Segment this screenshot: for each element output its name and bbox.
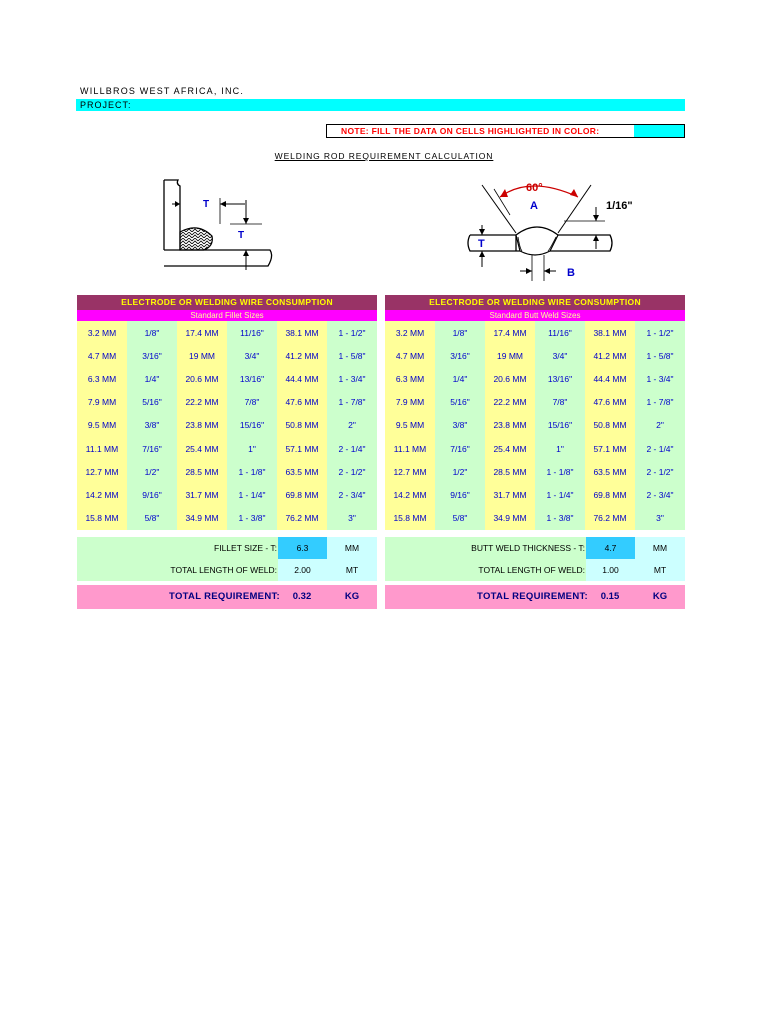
butt-size-row [385, 537, 685, 559]
size-cell: 63.5 MM [277, 460, 327, 483]
fillet-length-label: TOTAL LENGTH OF WELD: [170, 565, 277, 575]
table-row [77, 507, 377, 530]
butt-total-unit: KG [652, 591, 668, 602]
table-row [77, 437, 377, 460]
butt-size-unit: MM [635, 537, 685, 559]
table-row [385, 414, 685, 437]
table-row [77, 344, 377, 367]
fillet-length-row [77, 559, 377, 581]
size-cell: 41.2 MM [277, 344, 327, 367]
butt-label-t: T [478, 238, 485, 250]
size-cell: 1 - 1/8" [227, 460, 277, 483]
size-cell: 19 MM [485, 344, 535, 367]
size-cell: 6.3 MM [77, 367, 127, 390]
size-cell: 25.4 MM [485, 437, 535, 460]
size-cell: 76.2 MM [277, 507, 327, 530]
size-cell: 22.2 MM [177, 391, 227, 414]
butt-label-b: B [567, 267, 575, 279]
butt-total-label: TOTAL REQUIREMENT: [477, 591, 588, 602]
fillet-size-input[interactable]: 6.3 [278, 537, 327, 559]
fillet-size-row [77, 537, 377, 559]
size-cell: 34.9 MM [485, 507, 535, 530]
size-cell: 3.2 MM [385, 321, 435, 344]
butt-size-label: BUTT WELD THICKNESS - T: [471, 543, 585, 553]
table-row [385, 507, 685, 530]
fillet-label-t2: T [238, 230, 245, 241]
size-cell: 15/16" [227, 414, 277, 437]
butt-length-unit: MT [635, 559, 685, 581]
table-row [385, 321, 685, 344]
table-row [385, 460, 685, 483]
size-cell: 9/16" [435, 483, 485, 506]
note-text: NOTE: FILL THE DATA ON CELLS HIGHLIGHTED IN COLOR: [341, 126, 600, 136]
table-row [385, 367, 685, 390]
size-cell: 50.8 MM [585, 414, 635, 437]
size-cell: 3/8" [127, 414, 177, 437]
size-cell: 7/8" [535, 391, 585, 414]
butt-size-input[interactable]: 4.7 [586, 537, 635, 559]
size-cell: 11.1 MM [77, 437, 127, 460]
size-cell: 23.8 MM [485, 414, 535, 437]
size-cell: 1 - 7/8" [327, 391, 377, 414]
butt-weld-diagram [460, 175, 650, 285]
fillet-table-title: ELECTRODE OR WELDING WIRE CONSUMPTION [77, 295, 377, 310]
size-cell: 5/8" [435, 507, 485, 530]
size-cell: 11.1 MM [385, 437, 435, 460]
size-cell: 9.5 MM [385, 414, 435, 437]
size-cell: 5/16" [127, 391, 177, 414]
size-cell: 9/16" [127, 483, 177, 506]
size-cell: 31.7 MM [177, 483, 227, 506]
size-cell: 3" [635, 507, 685, 530]
size-cell: 50.8 MM [277, 414, 327, 437]
butt-length-label: TOTAL LENGTH OF WELD: [478, 565, 585, 575]
size-cell: 2 - 3/4" [327, 483, 377, 506]
size-cell: 20.6 MM [485, 367, 535, 390]
size-cell: 20.6 MM [177, 367, 227, 390]
size-cell: 1 - 1/2" [635, 321, 685, 344]
table-row [385, 483, 685, 506]
size-cell: 1 - 1/4" [535, 483, 585, 506]
size-cell: 31.7 MM [485, 483, 535, 506]
butt-table-title: ELECTRODE OR WELDING WIRE CONSUMPTION [385, 295, 685, 310]
size-cell: 13/16" [227, 367, 277, 390]
fillet-size-unit: MM [327, 537, 377, 559]
size-cell: 1/2" [127, 460, 177, 483]
size-cell: 34.9 MM [177, 507, 227, 530]
size-cell: 5/16" [435, 391, 485, 414]
size-cell: 11/16" [535, 321, 585, 344]
size-cell: 17.4 MM [177, 321, 227, 344]
size-cell: 1/4" [435, 367, 485, 390]
project-input-cell[interactable] [76, 99, 685, 111]
size-cell: 17.4 MM [485, 321, 535, 344]
size-cell: 1 - 3/4" [635, 367, 685, 390]
size-cell: 44.4 MM [277, 367, 327, 390]
size-cell: 1 - 7/8" [635, 391, 685, 414]
fillet-total-row [77, 585, 377, 609]
size-cell: 1 - 5/8" [635, 344, 685, 367]
size-cell: 12.7 MM [77, 460, 127, 483]
size-cell: 12.7 MM [385, 460, 435, 483]
size-cell: 15.8 MM [77, 507, 127, 530]
fillet-length-input[interactable]: 2.00 [278, 559, 327, 581]
size-cell: 1" [535, 437, 585, 460]
size-cell: 7.9 MM [385, 391, 435, 414]
table-row [385, 391, 685, 414]
size-cell: 3/4" [535, 344, 585, 367]
size-cell: 15.8 MM [385, 507, 435, 530]
calculation-title [0, 151, 768, 161]
size-cell: 2" [327, 414, 377, 437]
size-cell: 6.3 MM [385, 367, 435, 390]
size-cell: 1 - 1/4" [227, 483, 277, 506]
size-cell: 57.1 MM [585, 437, 635, 460]
fillet-consumption-table [77, 295, 377, 530]
size-cell: 2 - 3/4" [635, 483, 685, 506]
table-row [385, 344, 685, 367]
size-cell: 3" [327, 507, 377, 530]
size-cell: 2" [635, 414, 685, 437]
size-cell: 44.4 MM [585, 367, 635, 390]
fillet-input-panel [77, 537, 377, 581]
table-row [77, 391, 377, 414]
size-cell: 2 - 1/4" [327, 437, 377, 460]
fillet-total-value: 0.32 [292, 591, 312, 602]
size-cell: 69.8 MM [277, 483, 327, 506]
size-cell: 9.5 MM [77, 414, 127, 437]
table-row [77, 414, 377, 437]
fillet-total-label: TOTAL REQUIREMENT: [169, 591, 280, 602]
size-cell: 3/16" [435, 344, 485, 367]
size-cell: 1 - 3/8" [535, 507, 585, 530]
table-row [77, 321, 377, 344]
butt-total-value: 0.15 [600, 591, 620, 602]
size-cell: 3.2 MM [77, 321, 127, 344]
size-cell: 1 - 1/8" [535, 460, 585, 483]
size-cell: 3/16" [127, 344, 177, 367]
size-cell: 25.4 MM [177, 437, 227, 460]
size-cell: 47.6 MM [585, 391, 635, 414]
fillet-table-subtitle: Standard Fillet Sizes [77, 310, 377, 321]
size-cell: 1/8" [435, 321, 485, 344]
size-cell: 7.9 MM [77, 391, 127, 414]
butt-input-panel [385, 537, 685, 581]
butt-label-a: A [530, 200, 538, 212]
size-cell: 1" [227, 437, 277, 460]
size-cell: 11/16" [227, 321, 277, 344]
highlight-color-swatch [634, 125, 684, 137]
fillet-weld-diagram [150, 172, 290, 277]
size-cell: 28.5 MM [485, 460, 535, 483]
size-cell: 4.7 MM [77, 344, 127, 367]
size-cell: 57.1 MM [277, 437, 327, 460]
table-row [77, 483, 377, 506]
fillet-total-unit: KG [344, 591, 360, 602]
butt-gap-label: 1/16" [606, 200, 633, 212]
size-cell: 38.1 MM [585, 321, 635, 344]
size-cell: 15/16" [535, 414, 585, 437]
butt-angle-label: 60° [526, 182, 543, 194]
size-cell: 7/8" [227, 391, 277, 414]
size-cell: 76.2 MM [585, 507, 635, 530]
size-cell: 22.2 MM [485, 391, 535, 414]
size-cell: 13/16" [535, 367, 585, 390]
butt-consumption-table [385, 295, 685, 530]
butt-sizes-grid [385, 321, 685, 530]
size-cell: 1/2" [435, 460, 485, 483]
size-cell: 14.2 MM [385, 483, 435, 506]
note-box [326, 124, 685, 138]
size-cell: 4.7 MM [385, 344, 435, 367]
size-cell: 1 - 5/8" [327, 344, 377, 367]
size-cell: 69.8 MM [585, 483, 635, 506]
size-cell: 23.8 MM [177, 414, 227, 437]
butt-length-row [385, 559, 685, 581]
size-cell: 47.6 MM [277, 391, 327, 414]
size-cell: 1 - 3/8" [227, 507, 277, 530]
size-cell: 1/8" [127, 321, 177, 344]
size-cell: 7/16" [435, 437, 485, 460]
size-cell: 2 - 1/2" [635, 460, 685, 483]
size-cell: 1 - 3/4" [327, 367, 377, 390]
size-cell: 2 - 1/4" [635, 437, 685, 460]
fillet-label-t1: T [203, 199, 210, 210]
size-cell: 38.1 MM [277, 321, 327, 344]
size-cell: 19 MM [177, 344, 227, 367]
project-label: PROJECT: [80, 100, 132, 110]
size-cell: 3/4" [227, 344, 277, 367]
size-cell: 63.5 MM [585, 460, 635, 483]
company-name: WILLBROS WEST AFRICA, INC. [80, 86, 245, 96]
size-cell: 28.5 MM [177, 460, 227, 483]
butt-length-input[interactable]: 1.00 [586, 559, 635, 581]
butt-total-row [385, 585, 685, 609]
size-cell: 14.2 MM [77, 483, 127, 506]
size-cell: 1/4" [127, 367, 177, 390]
fillet-length-unit: MT [327, 559, 377, 581]
butt-table-subtitle: Standard Butt Weld Sizes [385, 310, 685, 321]
size-cell: 2 - 1/2" [327, 460, 377, 483]
table-row [77, 367, 377, 390]
fillet-sizes-grid [77, 321, 377, 530]
size-cell: 3/8" [435, 414, 485, 437]
calculation-title-text: WELDING ROD REQUIREMENT CALCULATION [274, 151, 494, 161]
size-cell: 41.2 MM [585, 344, 635, 367]
size-cell: 5/8" [127, 507, 177, 530]
size-cell: 7/16" [127, 437, 177, 460]
table-row [77, 460, 377, 483]
size-cell: 1 - 1/2" [327, 321, 377, 344]
table-row [385, 437, 685, 460]
fillet-size-label: FILLET SIZE - T: [214, 543, 277, 553]
